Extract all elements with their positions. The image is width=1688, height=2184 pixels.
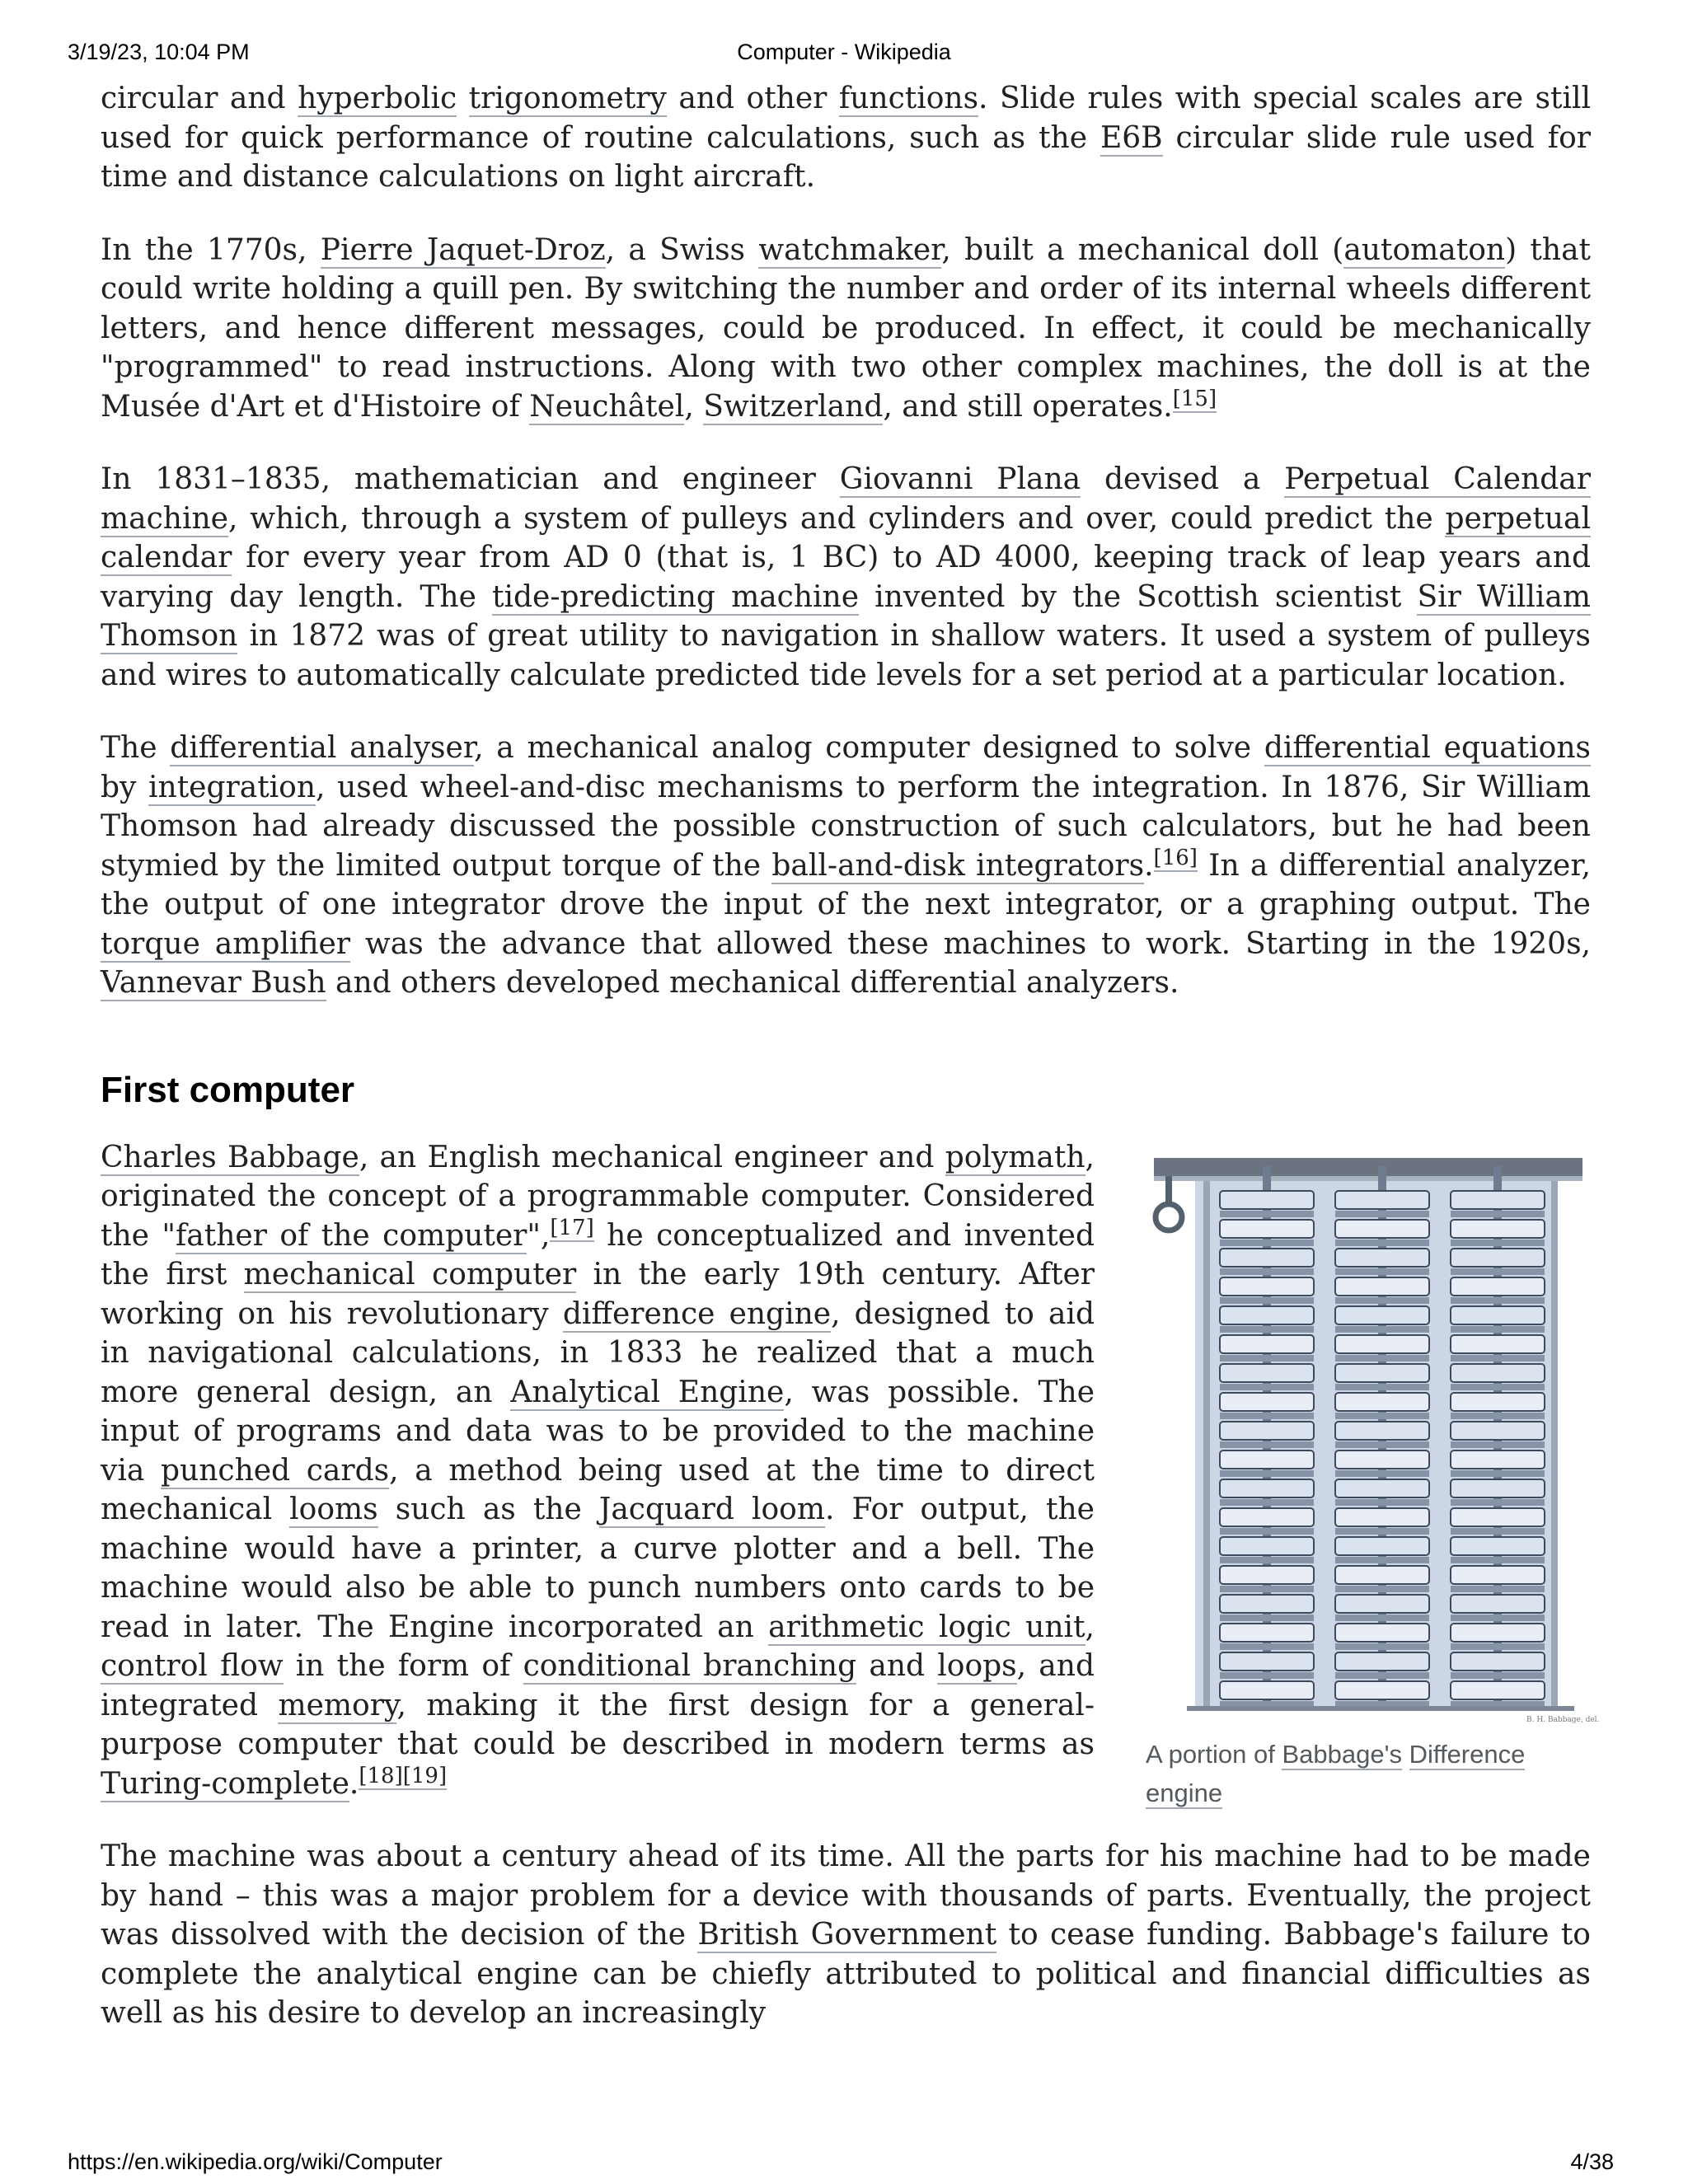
reference-link-18[interactable]: [18] xyxy=(359,1763,403,1788)
link-giovanni-plana[interactable]: Giovanni Plana xyxy=(839,462,1081,496)
svg-text:B. H. Babbage, del.: B. H. Babbage, del. xyxy=(1526,1715,1600,1724)
difference-engine-image[interactable] xyxy=(1146,1133,1600,1727)
paragraph-jaquet-droz: In the 1770s, Pierre Jaquet-Droz, a Swiss watchmaker, built a mechanical doll (automaton) that could write holding a quill pen. By switching the number and order of its internal wheels different letters, and hence different messages, could be produced. In effect, it could be mechanically "programmed" to read instructions. Along with two other complex machines, the doll is at the Musée d'Art et d'Histoire of Neuchâtel, Switzerland, and still operates.[15] xyxy=(101,232,1591,424)
link-perpetual-calendar[interactable]: perpetual calendar xyxy=(101,501,1591,574)
link-perpetual-calendar-machine[interactable]: Perpetual Calendar machine xyxy=(101,462,1591,536)
link-ball-and-disk-integrators[interactable]: ball-and-disk integrators xyxy=(771,848,1145,883)
reference-link-15[interactable]: [15] xyxy=(1172,386,1217,411)
caption-link-difference-engine[interactable]: Difference engine xyxy=(1146,1739,1526,1807)
link-difference-engine[interactable]: difference engine xyxy=(562,1296,832,1331)
link-hyperbolic[interactable]: hyperbolic xyxy=(298,82,457,115)
reference-link-17[interactable]: [17] xyxy=(550,1215,594,1240)
link-mechanical-computer[interactable]: mechanical computer xyxy=(243,1258,577,1291)
reference-15 xyxy=(1173,387,1217,413)
link-turing-complete[interactable]: Turing-complete xyxy=(101,1766,349,1801)
link-memory[interactable]: memory xyxy=(278,1688,397,1722)
figure-difference-engine xyxy=(1146,1133,1600,1812)
link-integration[interactable]: integration xyxy=(148,770,316,804)
link-differential-equations[interactable]: differential equations xyxy=(1264,731,1591,765)
link-looms[interactable]: looms xyxy=(289,1493,378,1526)
reference-16 xyxy=(1154,846,1198,872)
link-watchmaker[interactable]: watchmaker xyxy=(758,232,942,267)
paragraph-babbage: Charles Babbage, an English mechanical engineer and polymath, originated the concept of a programmable computer. Considered the "father of the computer",[17] he conceptualized and invented the first mechanical computer in the early 19th century. After working on his revolutionary difference engine, designed to aid in navigational calculations, in 1833 he realized that a much more general design, an Analytical Engine, was possible. The input of programs and data was to be provided to the machine via punched cards, a method being used at the time to direct mechanical looms such as the Jacquard loom. For output, the machine would have a printer, a curve plotter and a bell. The machine would also be able to punch numbers onto cards to be read in later. The Engine incorporated an arithmetic logic unit, control flow in the form of conditional branching and loops, and integrated memory, making it the first design for a general-purpose computer that could be described in modern terms as Turing-complete.[18][19] xyxy=(101,1140,1095,1801)
reference-18 xyxy=(359,1764,447,1790)
link-control-flow[interactable]: control flow xyxy=(101,1649,284,1683)
print-footer xyxy=(0,2149,1688,2179)
reference-link-19[interactable]: [19] xyxy=(402,1763,448,1788)
link-loops[interactable]: loops xyxy=(937,1649,1017,1683)
print-datetime: 3/19/23, 10:04 PM xyxy=(68,40,250,64)
link-punched-cards[interactable]: punched cards xyxy=(160,1453,390,1488)
link-switzerland[interactable]: Switzerland xyxy=(703,389,884,424)
link-differential-analyser[interactable]: differential analyser xyxy=(170,731,475,765)
link-automaton[interactable]: automaton xyxy=(1343,232,1506,267)
link-arithmetic-logic-unit[interactable]: arithmetic logic unit xyxy=(768,1610,1085,1644)
link-british-government[interactable]: British Government xyxy=(697,1918,997,1952)
link-tide-predicting-machine[interactable]: tide-predicting machine xyxy=(491,579,860,614)
paragraph-plana: In 1831–1835, mathematician and engineer Giovanni Plana devised a Perpetual Calendar machine, which, through a system of pulleys and cylinders and over, could predict the perpetual calendar for every year from AD 0 (that is, 1 BC) to AD 4000, keeping track of leap years and varying day length. The tide-predicting machine invented by the Scottish scientist Sir William Thomson in 1872 was of great utility to navigation in shallow waters. It used a system of pulleys and wires to automatically calculate predicted tide levels for a set period at a particular location. xyxy=(101,462,1591,692)
caption-link-babbage[interactable]: Babbage's xyxy=(1282,1739,1402,1769)
figure-caption: A portion of Babbage's Difference engine xyxy=(1146,1739,1526,1807)
link-vannevar-bush[interactable]: Vannevar Bush xyxy=(101,966,326,1000)
print-header xyxy=(0,40,1688,69)
section-heading-first-computer: First computer xyxy=(101,1069,355,1110)
reference-17 xyxy=(550,1216,593,1242)
print-page-title: Computer - Wikipedia xyxy=(737,40,951,64)
link-trigonometry[interactable]: trigonometry xyxy=(468,82,667,115)
link-jacquard-loom[interactable]: Jacquard loom xyxy=(598,1493,825,1526)
paragraph-differential-analyser: The differential analyser, a mechanical analog computer designed to solve differential equations by integration, used wheel-and-disc mechanisms to perform the integration. In 1876, Sir William Thomson had already discussed the possible construction of such calculators, but he had been stymied by the limited output torque of the ball-and-disk integrators.[16] In a differential analyzer, the output of one integrator drove the input of the next integrator, or a graphing output. The torque amplifier was the advance that allowed these machines to work. Starting in the 1920s, Vannevar Bush and others developed mechanical differential analyzers. xyxy=(101,731,1592,1000)
article-body xyxy=(101,79,1600,2033)
link-e6b[interactable]: E6B xyxy=(1100,120,1163,155)
paragraph-century-ahead: The machine was about a century ahead of its time. All the parts for his machine had to be made by hand – this was a major problem for a device with thousands of parts. Eventually, the project was dissolved with the decision of the British Government to cease funding. Babbage's failure to complete the analytical engine can be chiefly attributed to political and financial difficulties as well as his desire to develop an increasingly xyxy=(101,1840,1591,2030)
reference-link-16[interactable]: [16] xyxy=(1153,845,1198,870)
link-analytical-engine[interactable]: Analytical Engine xyxy=(510,1375,785,1409)
link-pierre-jaquet-droz[interactable]: Pierre Jaquet-Droz xyxy=(320,232,606,267)
link-neuchatel[interactable]: Neuchâtel xyxy=(529,389,685,424)
link-father-of-the-computer[interactable]: father of the computer xyxy=(175,1218,528,1253)
print-page-number: 4/38 xyxy=(1570,2149,1614,2174)
link-torque-amplifier[interactable]: torque amplifier xyxy=(101,926,351,961)
link-conditional-branching[interactable]: conditional branching xyxy=(523,1649,857,1683)
link-charles-babbage[interactable]: Charles Babbage xyxy=(101,1140,359,1174)
print-url: https://en.wikipedia.org/wiki/Computer xyxy=(68,2149,443,2174)
link-functions[interactable]: functions xyxy=(838,82,979,115)
link-polymath[interactable]: polymath xyxy=(945,1140,1085,1174)
paragraph-slide-rules: circular and hyperbolic trigonometry and other functions. Slide rules with special scales are still used for quick performance of routine calculations, such as the E6B circular slide rule used for time and distance calculations on light aircraft. xyxy=(101,82,1591,194)
link-sir-william-thomson[interactable]: Sir William Thomson xyxy=(101,579,1591,653)
